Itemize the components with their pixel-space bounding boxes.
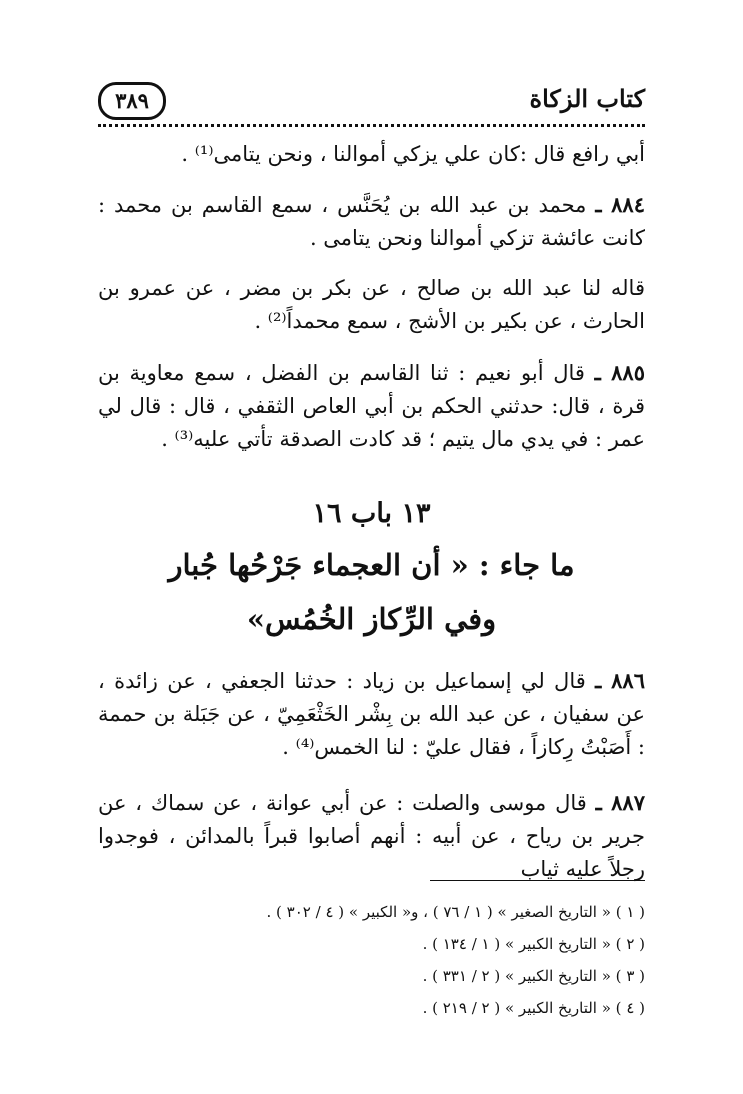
paragraph-text: قاله لنا عبد الله بن صالح ، عن بكر بن مضر ، عن عمرو بن الحارث ، عن بكير بن الأشج ، سمع محمداً⁽²⁾ . [98, 276, 645, 333]
hadith-number: ٨٨٥ ـ [594, 360, 645, 385]
paragraph-text: قال موسى والصلت : عن أبي عوانة ، عن سماك ، عن جرير بن رياح ، عن أبيه : أنهم أصابوا قبراً بالمدائن ، فوجدوا رجلاً عليه ثياب [98, 791, 645, 881]
chapter-number: ١٣ باب ١٦ [312, 498, 431, 529]
footnote: ( ١ ) « التاريخ الصغير » ( ١ / ٧٦ ) ، و« الكبير » ( ٤ / ٣٠٢ ) . [266, 903, 645, 921]
footnote-rule [430, 880, 645, 881]
chapter-title-line2: وفي الرِّكاز الخُمُس» [246, 602, 497, 636]
book-title: كتاب الزكاة [529, 84, 645, 113]
page-number: ٣٨٩ [98, 82, 166, 120]
footnote: ( ٣ ) « التاريخ الكبير » ( ٢ / ٣٣١ ) . [422, 967, 645, 985]
footnote: ( ٤ ) « التاريخ الكبير » ( ٢ / ٢١٩ ) . [422, 999, 645, 1017]
paragraph-text: قال لي إسماعيل بن زياد : حدثنا الجعفي ، عن زائدة ، عن سفيان ، عن عبد الله بن بِشْر الخَثْعَمِيّ ، عن جَبَلة بن حممة : أَصَبْتُ رِكازاً ، فقال عليّ : لنا الخمس⁽⁴⁾ . [98, 669, 645, 759]
chapter-title-line1: ما جاء : « أن العجماء جَرْحُها جُبار [168, 548, 575, 582]
hadith-885 [98, 356, 645, 456]
hadith-886 [98, 664, 645, 764]
paragraph-continuation [98, 138, 645, 171]
paragraph-isnad [98, 272, 645, 338]
footnotes [98, 896, 645, 1024]
hadith-number: ٨٨٦ ـ [595, 668, 645, 693]
paragraph-text: أبي رافع قال :كان علي يزكي أموالنا ، ونحن يتامى⁽¹⁾ . [181, 142, 645, 166]
paragraph-text: محمد بن عبد الله بن يُحَنَّس ، سمع القاسم بن محمد : كانت عائشة تزكي أموالنا ونحن يتامى . [98, 193, 645, 250]
hadith-887 [98, 786, 645, 886]
footnote: ( ٢ ) « التاريخ الكبير » ( ١ / ١٣٤ ) . [422, 935, 645, 953]
paragraph-text: قال أبو نعيم : ثنا القاسم بن الفضل ، سمع معاوية بن قرة ، قال: حدثني الحكم بن أبي العاص الثقفي ، قال : قال لي عمر : في يدي مال يتيم ؛ قد كادت الصدقة تأتي عليه⁽³⁾ . [98, 361, 645, 451]
hadith-number: ٨٨٧ ـ [595, 790, 645, 815]
hadith-884 [98, 188, 645, 255]
page-header [98, 78, 645, 122]
header-rule [98, 124, 645, 127]
hadith-number: ٨٨٤ ـ [595, 192, 645, 217]
